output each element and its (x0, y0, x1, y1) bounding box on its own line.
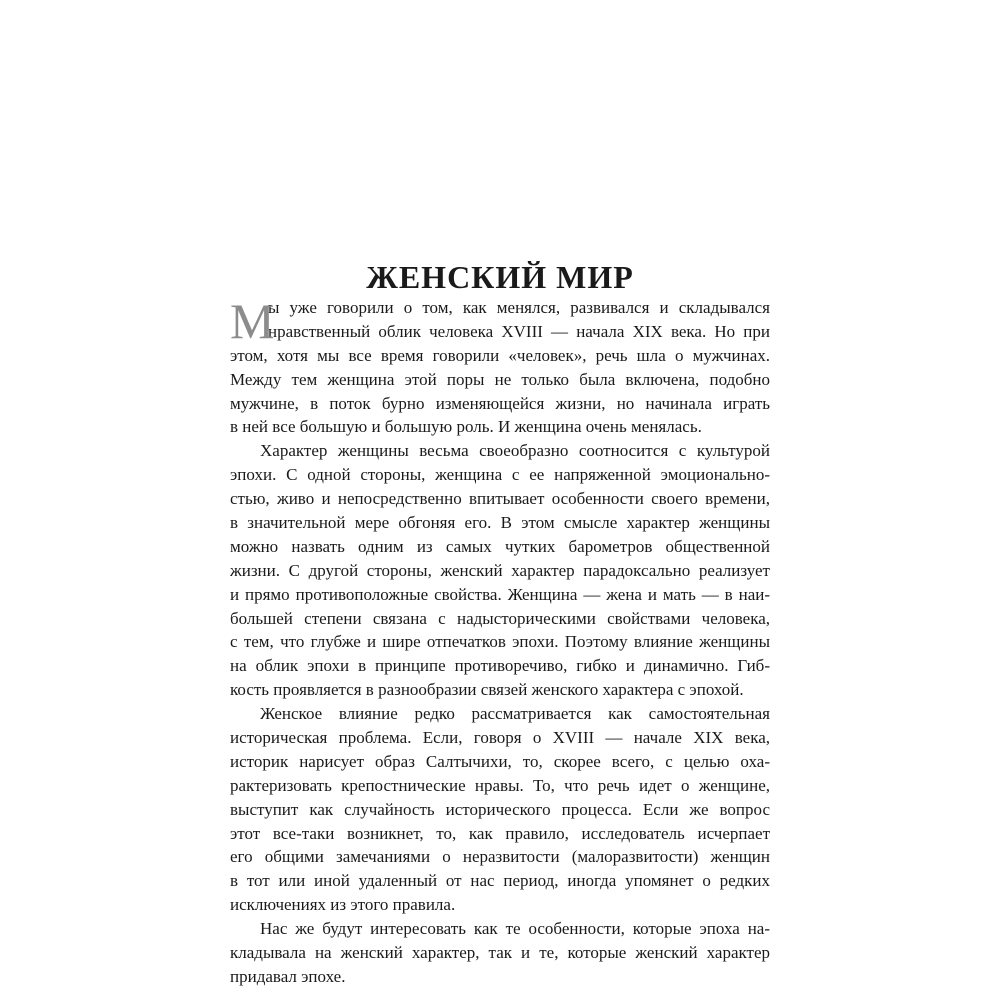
text-line: в значительной мере обгоняя его. В этом смысле характер женщины (230, 513, 770, 533)
text-line: его общими замечаниями о неразвитости (малоразвитости) женщин (230, 847, 770, 867)
text-line: эпохи. С одной стороны, женщина с ее напряженной эмоционально- (230, 465, 770, 485)
drop-cap: М (230, 293, 275, 349)
text-line: мужчине, в поток бурно изменяющейся жизни, но начинала играть (230, 393, 770, 413)
text-line: на облик эпохи в принципе противоречиво, гибко и динамично. Гиб- (230, 656, 770, 676)
text-line: историческая проблема. Если, говоря о XVIII — начале XIX века, (230, 728, 770, 748)
text-line: нравственный облик человека XVIII — начала XIX века. Но при (268, 321, 770, 341)
text-line: историк нарисует образ Салтычихи, то, скорее всего, с целью оха- (230, 751, 770, 771)
text-line: кость проявляется в разнообразии связей женского характера с эпохой. (230, 680, 744, 700)
text-line: можно назвать одним из самых чутких барометров общественной (230, 536, 770, 556)
text-line: рактеризовать крепостнические нравы. То, что речь идет о женщине, (230, 775, 770, 795)
text-line: с тем, что глубже и шире отпечатков эпохи. Поэтому влияние женщины (230, 632, 770, 652)
text-line: Характер женщины весьма своеобразно соотносится с культурой (260, 441, 770, 461)
text-line: в ней все большую и большую роль. И женщина очень менялась. (230, 417, 702, 437)
text-line: этот все-таки возникнет, то, как правило, исследователь исчерпает (230, 823, 770, 843)
text-line: выступит как случайность исторического процесса. Если же вопрос (230, 799, 770, 819)
text-line: жизни. С другой стороны, женский характер парадоксально реализует (230, 560, 770, 580)
text-line: этом, хотя мы все время говорили «человек», речь шла о мужчинах. (230, 345, 770, 365)
chapter-body (230, 293, 770, 989)
text-line: придавал эпохе. (230, 966, 346, 986)
text-line: Женское влияние редко рассматривается как самостоятельная (260, 704, 770, 724)
text-line: ы уже говорили о том, как менялся, развивался и складывался (268, 298, 770, 317)
chapter-title: ЖЕНСКИЙ МИР (366, 259, 634, 296)
text-line: стью, живо и непосредственно впитывает особенности своего времени, (230, 489, 770, 509)
text-line: большей степени связана с надысторическими свойствами человека, (230, 608, 770, 628)
text-line: Между тем женщина этой поры не только была включена, подобно (230, 369, 770, 389)
text-line: и прямо противоположные свойства. Женщина — жена и мать — в наи- (230, 584, 770, 604)
text-line: Нас же будут интересовать как те особенности, которые эпоха на- (260, 919, 770, 939)
text-line: в тот или иной удаленный от нас период, иногда упомянет о редких (230, 871, 770, 891)
text-line: исключениях из этого правила. (230, 895, 456, 915)
text-line: кладывала на женский характер, так и те, которые женский характер (230, 943, 770, 963)
